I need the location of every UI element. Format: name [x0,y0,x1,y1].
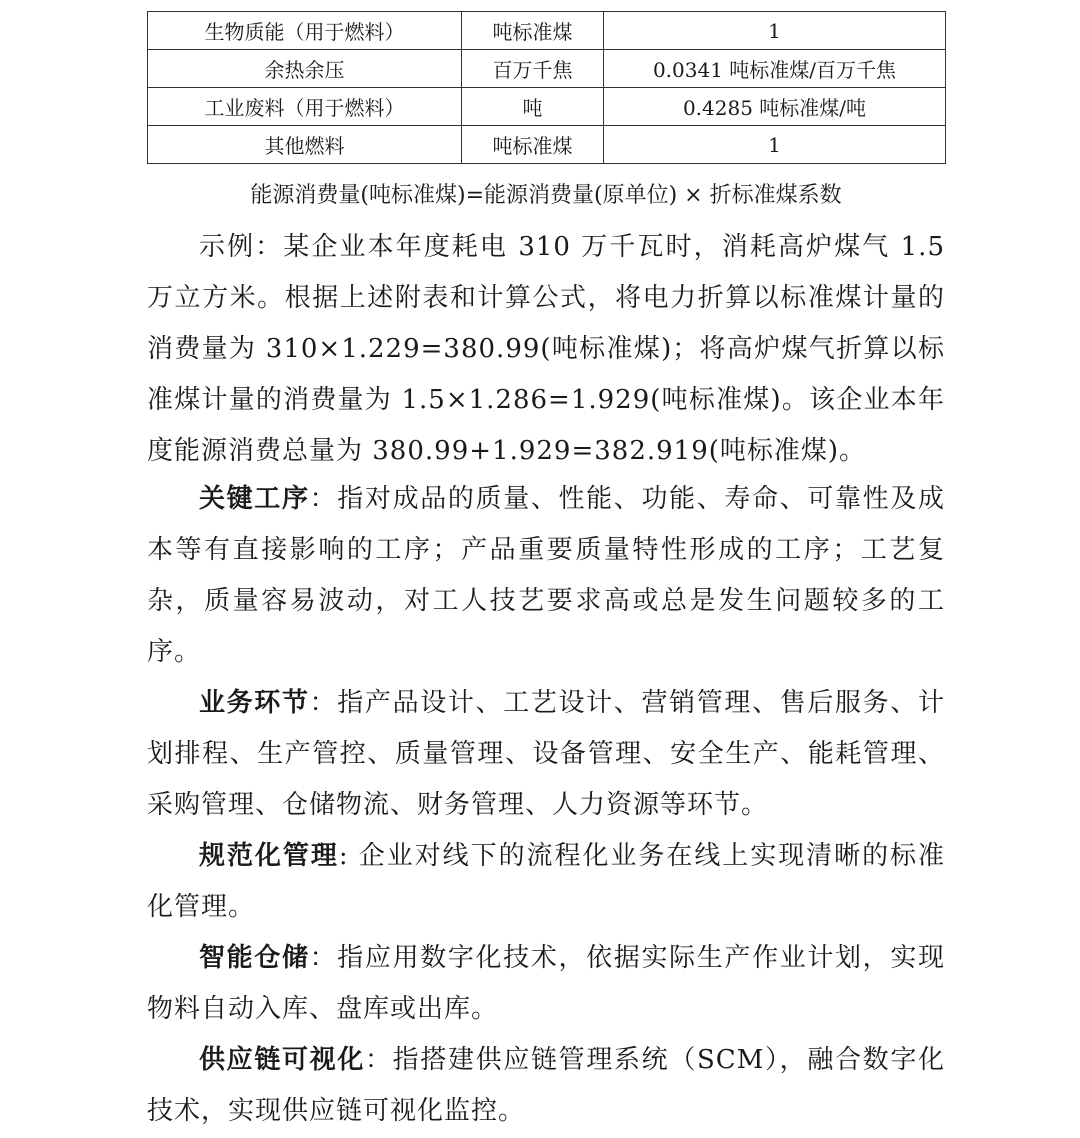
unit-cell: 吨 [462,88,604,126]
smart-storage-definition: ：指应用数字化技术，依据实际生产作业计划，实现物料自动入库、盘库或出库。 [147,943,945,1024]
standardized-management-definition: : 企业对线下的流程化业务在线上实现清晰的标准化管理。 [147,841,945,922]
energy-type-cell: 其他燃料 [148,126,462,164]
supply-chain-visualization-term: 供应链可视化 [199,1045,365,1075]
standardized-management-paragraph [147,831,945,933]
unit-cell: 百万千焦 [462,50,604,88]
unit-cell: 吨标准煤 [462,126,604,164]
factor-cell: 0.4285 吨标准煤/吨 [604,88,946,126]
unit-cell: 吨标准煤 [462,12,604,50]
key-process-definition: ：指对成品的质量、性能、功能、寿命、可靠性及成本等有直接影响的工序；产品重要质量特性形成的工序；工艺复杂，质量容易波动，对工人技艺要求高或总是发生问题较多的工序。 [147,484,945,667]
business-link-term: 业务环节 [199,688,310,718]
table-row [148,12,946,50]
factor-cell: 1 [604,126,946,164]
business-link-definition: ：指产品设计、工艺设计、营销管理、售后服务、计划排程、生产管控、质量管理、设备管理、安全生产、能耗管理、采购管理、仓储物流、财务管理、人力资源等环节。 [147,688,945,820]
standardized-management-term: 规范化管理 [199,841,339,871]
supply-chain-visualization-definition: ：指搭建供应链管理系统（SCM），融合数字化技术，实现供应链可视化监控。 [147,1045,945,1126]
conversion-factor-table [147,11,946,164]
table-row [148,88,946,126]
key-process-paragraph [147,474,945,678]
factor-cell: 0.0341 吨标准煤/百万千焦 [604,50,946,88]
supply-chain-visualization-paragraph [147,1035,945,1137]
energy-type-cell: 工业废料（用于燃料） [148,88,462,126]
conversion-formula: 能源消费量(吨标准煤)=能源消费量(原单位) × 折标准煤系数 [250,183,842,208]
energy-type-cell: 生物质能（用于燃料） [148,12,462,50]
smart-storage-paragraph [147,933,945,1035]
example-paragraph: 示例：某企业本年度耗电 310 万千瓦时，消耗高炉煤气 1.5 万立方米。根据上述附表和计算公式，将电力折算以标准煤计量的消费量为 310×1.229=380.99(吨标准煤)；将高炉煤气折算以标准煤计量的消费量为 1.5×1.286=1.929(吨标准煤)。该企业本年度能源消费总量为 380.99+1.929=382.919(吨标准煤)。 [147,232,945,466]
key-process-term: 关键工序 [199,484,310,514]
factor-cell: 1 [604,12,946,50]
energy-type-cell: 余热余压 [148,50,462,88]
table-row [148,50,946,88]
smart-storage-term: 智能仓储 [199,943,310,973]
table-row [148,126,946,164]
business-link-paragraph [147,678,945,831]
